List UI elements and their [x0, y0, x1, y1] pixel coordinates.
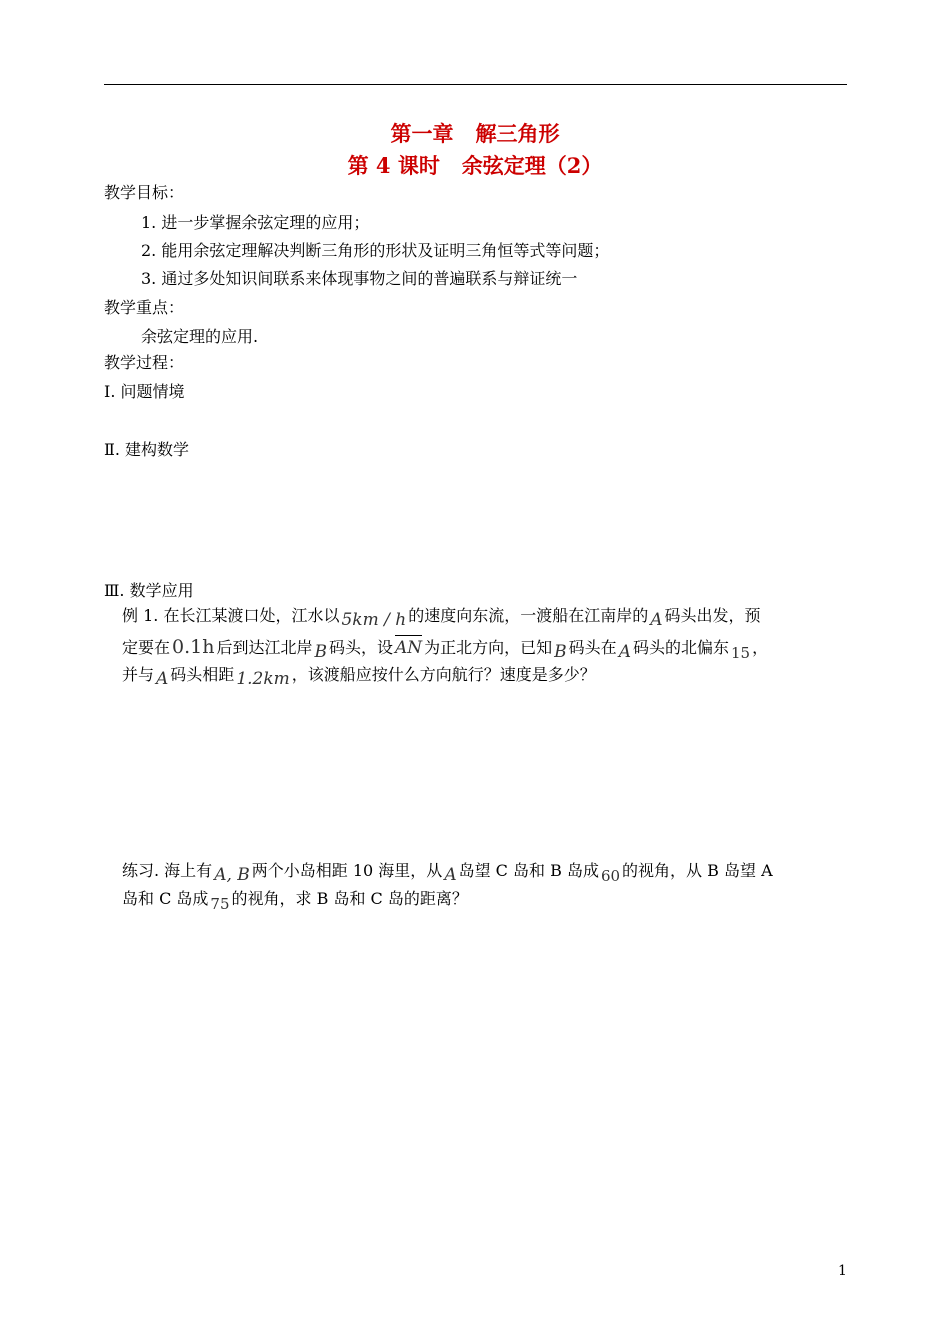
angle-value: 75 — [210, 895, 230, 913]
lesson-title: 第 4 课时 余弦定理（2） — [347, 153, 603, 178]
vector-an: AN — [395, 635, 422, 659]
point-a: A — [650, 610, 663, 630]
objective-item-1: 1. 进一步掌握余弦定理的应用； — [141, 213, 370, 232]
point-a: A — [444, 865, 457, 885]
angle-value: 15 — [730, 644, 751, 662]
objective-item-3: 3. 通过多处知识间联系来体现事物之间的普遍联系与辩证统一 — [141, 269, 578, 288]
point-b: B — [314, 642, 327, 662]
exercise-line2: 岛和 C 岛成 75 的视角，求 B 岛和 C 岛的距离？ — [122, 889, 468, 913]
objectives-heading: 教学目标： — [104, 183, 185, 202]
time-value: 0.1h — [172, 636, 215, 658]
chapter-title: 第一章 解三角形 — [390, 121, 560, 146]
example1-line3: 并与 A 码头相距 1.2km ，该渡船应按什么方向航行？速度是多少？ — [122, 665, 596, 689]
key-points-text: 余弦定理的应用. — [141, 327, 259, 346]
header-rule — [104, 84, 847, 85]
page-number: 1 — [838, 1263, 847, 1279]
section-problem-context: Ⅰ. 问题情境 — [104, 382, 185, 401]
process-heading: 教学过程： — [104, 353, 185, 372]
exercise-line1: 练习. 海上有 A, B 两个小岛相距 10 海里，从 A 岛望 C 岛和 B 岛成 60 的视角，从 B 岛望 A — [122, 861, 773, 885]
point-a: A — [618, 642, 631, 662]
point-a: A — [156, 669, 169, 689]
key-points-heading: 教学重点： — [104, 298, 185, 317]
objective-item-2: 2. 能用余弦定理解决判断三角形的形状及证明三角恒等式等问题； — [141, 241, 610, 260]
example1-line1: 例 1. 在长江某渡口处，江水以 5km / h 的速度向东流，一渡船在江南岸的 A 码头出发，预 — [122, 606, 761, 630]
example1-line2: 定要在 0.1h 后到达江北岸 B 码头，设 AN 为正北方向，已知 B 码头在 A 码头的北偏东 15 ， — [122, 636, 769, 662]
angle-value: 60 — [600, 867, 621, 885]
distance-value: 1.2km — [236, 669, 290, 689]
section-math-application: Ⅲ. 数学应用 — [104, 581, 194, 600]
speed-formula: 5km / h — [341, 610, 407, 630]
point-b: B — [554, 642, 567, 662]
section-construct-math: Ⅱ. 建构数学 — [104, 440, 190, 459]
islands-ab: A, B — [214, 865, 250, 885]
